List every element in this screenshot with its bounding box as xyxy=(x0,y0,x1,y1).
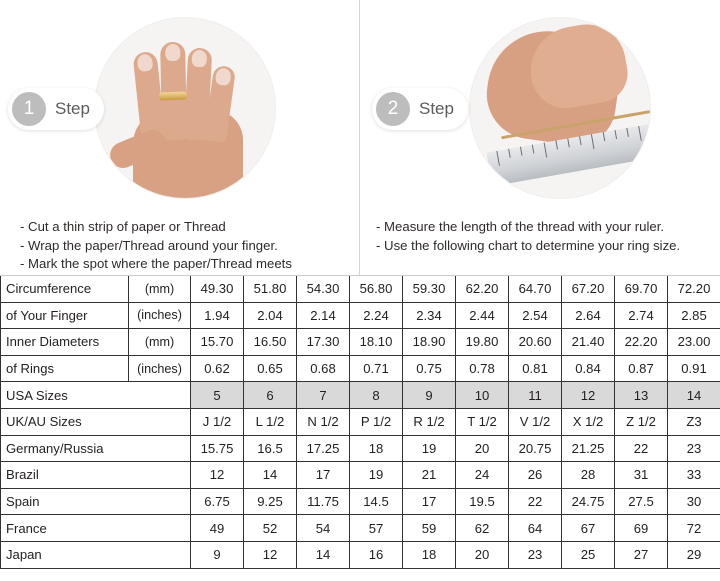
cell: 49 xyxy=(191,515,244,542)
cell: N 1/2 xyxy=(297,408,350,435)
cell: 29 xyxy=(668,541,720,568)
table-row xyxy=(1,382,720,409)
step-2-bullets xyxy=(376,218,680,255)
cell: 2.64 xyxy=(562,302,615,329)
cell: 28 xyxy=(562,462,615,489)
cell: 21.40 xyxy=(562,329,615,356)
cell: X 1/2 xyxy=(562,408,615,435)
cell: 2.85 xyxy=(668,302,720,329)
cell: 8 xyxy=(350,382,403,409)
cell: P 1/2 xyxy=(350,408,403,435)
cell: 16 xyxy=(350,541,403,568)
cell: 20.60 xyxy=(509,329,562,356)
cell: 19.5 xyxy=(456,488,509,515)
cell: 16.5 xyxy=(244,435,297,462)
step-2-label: Step xyxy=(419,99,454,118)
cell: 0.71 xyxy=(350,355,403,382)
cell: 2.34 xyxy=(403,302,456,329)
cell: 9 xyxy=(191,541,244,568)
cell: 6.75 xyxy=(191,488,244,515)
cell: 21.25 xyxy=(562,435,615,462)
cell: 15.70 xyxy=(191,329,244,356)
cell: 24.75 xyxy=(562,488,615,515)
cell: 18 xyxy=(403,541,456,568)
cell: 12 xyxy=(562,382,615,409)
cell: V 1/2 xyxy=(509,408,562,435)
cell: 17 xyxy=(403,488,456,515)
ring-size-table-body xyxy=(1,276,720,569)
cell: 0.68 xyxy=(297,355,350,382)
cell: 6 xyxy=(244,382,297,409)
cell: 27 xyxy=(615,541,668,568)
cell: 17 xyxy=(297,462,350,489)
cell: 2.54 xyxy=(509,302,562,329)
row-label-inner-diameters: Inner Diameters xyxy=(1,329,129,356)
step-1-bullets xyxy=(20,218,292,274)
table-row xyxy=(1,408,720,435)
cell: 14 xyxy=(668,382,720,409)
cell: 9.25 xyxy=(244,488,297,515)
step-1-photo-wrap xyxy=(95,18,275,198)
table-row xyxy=(1,276,720,303)
cell: 10 xyxy=(456,382,509,409)
cell: 62 xyxy=(456,515,509,542)
cell: 59 xyxy=(403,515,456,542)
step-1-panel xyxy=(0,0,360,275)
step-1-bullet-1: - Cut a thin strip of paper or Thread xyxy=(20,219,226,234)
cell: 14 xyxy=(297,541,350,568)
cell: 22 xyxy=(615,435,668,462)
row-unit: (mm) xyxy=(129,329,191,356)
cell: Z 1/2 xyxy=(615,408,668,435)
cell: 54.30 xyxy=(297,276,350,303)
instructions-section xyxy=(0,0,720,275)
cell: 20.75 xyxy=(509,435,562,462)
step-2-bullet-1: - Measure the length of the thread with your ruler. xyxy=(376,219,665,234)
cell: 0.91 xyxy=(668,355,720,382)
cell: 18.90 xyxy=(403,329,456,356)
measuring-thread-with-ruler-photo xyxy=(470,18,650,198)
row-label-usa-sizes: USA Sizes xyxy=(1,382,191,409)
cell: 14 xyxy=(244,462,297,489)
cell: 24 xyxy=(456,462,509,489)
row-unit: (mm) xyxy=(129,276,191,303)
cell: 17.25 xyxy=(297,435,350,462)
row-label-circumference: Circumference xyxy=(1,276,129,303)
cell: 19 xyxy=(403,435,456,462)
row-label-inner-diameters-2: of Rings xyxy=(1,355,129,382)
cell: 19 xyxy=(350,462,403,489)
table-row xyxy=(1,462,720,489)
cell: 7 xyxy=(297,382,350,409)
cell: 56.80 xyxy=(350,276,403,303)
cell: 0.75 xyxy=(403,355,456,382)
cell: 27.5 xyxy=(615,488,668,515)
cell: 21 xyxy=(403,462,456,489)
table-row xyxy=(1,329,720,356)
ring-on-finger xyxy=(159,92,187,101)
cell: 0.87 xyxy=(615,355,668,382)
cell: T 1/2 xyxy=(456,408,509,435)
section-divider xyxy=(0,275,720,276)
step-1-bullet-2: - Wrap the paper/Thread around your finger. xyxy=(20,237,278,253)
cell: 51.80 xyxy=(244,276,297,303)
cell: 23 xyxy=(509,541,562,568)
table-row xyxy=(1,435,720,462)
table-row xyxy=(1,488,720,515)
cell: 18 xyxy=(350,435,403,462)
cell: 64.70 xyxy=(509,276,562,303)
cell: 22.20 xyxy=(615,329,668,356)
step-1-badge xyxy=(8,88,104,130)
cell: 72 xyxy=(668,515,720,542)
cell: 0.78 xyxy=(456,355,509,382)
cell: 69 xyxy=(615,515,668,542)
cell: 2.24 xyxy=(350,302,403,329)
cell: 1.94 xyxy=(191,302,244,329)
table-row xyxy=(1,515,720,542)
cell: 0.65 xyxy=(244,355,297,382)
cell: 11 xyxy=(509,382,562,409)
cell: L 1/2 xyxy=(244,408,297,435)
cell: 23 xyxy=(668,435,720,462)
cell: 33 xyxy=(668,462,720,489)
table-row xyxy=(1,355,720,382)
step-2-badge xyxy=(372,88,468,130)
cell: 2.14 xyxy=(297,302,350,329)
row-label-spain: Spain xyxy=(1,488,191,515)
table-row xyxy=(1,302,720,329)
cell: 59.30 xyxy=(403,276,456,303)
cell: 13 xyxy=(615,382,668,409)
cell: 18.10 xyxy=(350,329,403,356)
cell: R 1/2 xyxy=(403,408,456,435)
cell: 0.84 xyxy=(562,355,615,382)
cell: 16.50 xyxy=(244,329,297,356)
cell: 17.30 xyxy=(297,329,350,356)
cell: 31 xyxy=(615,462,668,489)
cell: 2.44 xyxy=(456,302,509,329)
cell: 22 xyxy=(509,488,562,515)
cell: 62.20 xyxy=(456,276,509,303)
cell: J 1/2 xyxy=(191,408,244,435)
cell: 57 xyxy=(350,515,403,542)
row-label-japan: Japan xyxy=(1,541,191,568)
row-label-france: France xyxy=(1,515,191,542)
cell: 67 xyxy=(562,515,615,542)
cell: 14.5 xyxy=(350,488,403,515)
step-1-label: Step xyxy=(55,99,90,118)
cell: 26 xyxy=(509,462,562,489)
cell: 11.75 xyxy=(297,488,350,515)
cell: 23.00 xyxy=(668,329,720,356)
cell: 25 xyxy=(562,541,615,568)
step-1-number: 1 xyxy=(12,92,46,126)
row-unit: (inches) xyxy=(129,302,191,329)
cell: 0.81 xyxy=(509,355,562,382)
hand-with-ring-photo xyxy=(95,18,275,198)
cell: 12 xyxy=(191,462,244,489)
cell: 69.70 xyxy=(615,276,668,303)
row-unit: (inches) xyxy=(129,355,191,382)
cell: 15.75 xyxy=(191,435,244,462)
row-label-circumference-2: of Your Finger xyxy=(1,302,129,329)
cell: 20 xyxy=(456,541,509,568)
cell: Z3 xyxy=(668,408,720,435)
step-2-panel xyxy=(360,0,720,275)
cell: 72.20 xyxy=(668,276,720,303)
cell: 30 xyxy=(668,488,720,515)
cell: 52 xyxy=(244,515,297,542)
cell: 54 xyxy=(297,515,350,542)
cell: 20 xyxy=(456,435,509,462)
ring-size-table xyxy=(0,275,720,569)
row-label-uk-au-sizes: UK/AU Sizes xyxy=(1,408,191,435)
step-2-number: 2 xyxy=(376,92,410,126)
cell: 67.20 xyxy=(562,276,615,303)
cell: 2.04 xyxy=(244,302,297,329)
row-label-germany-russia: Germany/Russia xyxy=(1,435,191,462)
step-2-bullet-2: - Use the following chart to determine your ring size. xyxy=(376,237,681,253)
row-label-brazil: Brazil xyxy=(1,462,191,489)
cell: 0.62 xyxy=(191,355,244,382)
cell: 2.74 xyxy=(615,302,668,329)
table-row xyxy=(1,541,720,568)
cell: 12 xyxy=(244,541,297,568)
cell: 9 xyxy=(403,382,456,409)
cell: 19.80 xyxy=(456,329,509,356)
cell: 5 xyxy=(191,382,244,409)
step-1-bullet-3: - Mark the spot where the paper/Thread meets xyxy=(20,256,292,271)
cell: 49.30 xyxy=(191,276,244,303)
cell: 64 xyxy=(509,515,562,542)
step-2-photo-wrap xyxy=(470,18,650,198)
